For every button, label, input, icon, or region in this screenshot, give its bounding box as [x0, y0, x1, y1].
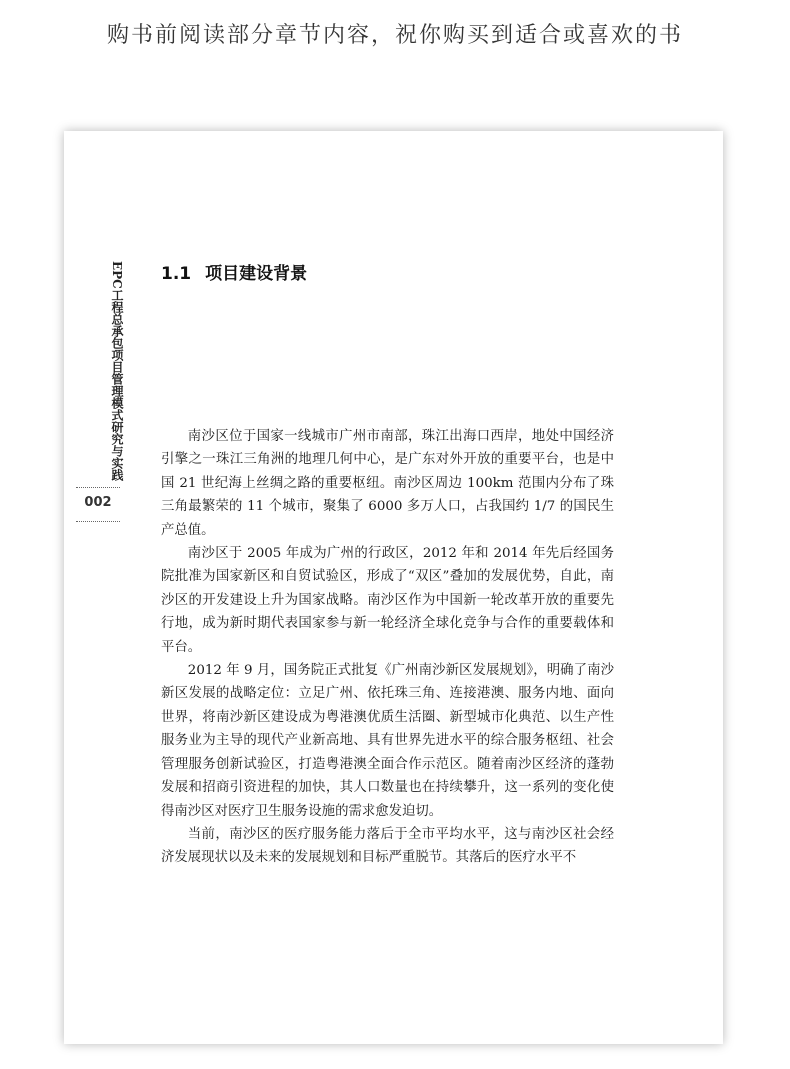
- paragraph: 当前，南沙区的医疗服务能力落后于全市平均水平，这与南沙区社会经济发展现状以及未来的发展规划和目标严重脱节。其落后的医疗水平不: [161, 826, 614, 866]
- page-number-rule-top: [76, 487, 120, 488]
- body-text: [161, 425, 614, 870]
- section-heading: [161, 259, 307, 284]
- promo-banner: 购书前阅读部分章节内容，祝你购买到适合或喜欢的书: [106, 23, 683, 48]
- page-number-rule-bottom: [76, 521, 120, 522]
- section-number: 1.1: [161, 264, 192, 284]
- paragraph: 南沙区于 2005 年成为广州的行政区，2012 年和 2014 年先后经国务院批准为国家新区和自贸试验区，形成了“双区”叠加的发展优势，自此，南沙区的开发建设上升为国家战略。南沙区作为中国新一轮改革开放的重要先行地，成为新时期代表国家参与新一轮经济全球化竞争与合作的重要载体和平台。: [161, 546, 614, 655]
- section-title: 项目建设背景: [205, 264, 308, 284]
- paragraph: 南沙区位于国家一线城市广州市南部，珠江出海口西岸，地处中国经济引擎之一珠江三角洲的地理几何中心，是广东对外开放的重要平台，也是中国 21 世纪海上丝绸之路的重要枢纽。南沙区周边 100km 范围内分布了珠三角最繁荣的 11 个城市，聚集了 6000 多万人口，占我国约 1/7 的国民生产总值。: [161, 429, 614, 538]
- book-page: [64, 131, 723, 1044]
- paragraph: 2012 年 9 月，国务院正式批复《广州南沙新区发展规划》，明确了南沙新区发展的战略定位：立足广州、依托珠三角、连接港澳、服务内地、面向世界，将南沙新区建设成为粤港澳优质生活圈、新型城市化典范、以生产性服务业为主导的现代产业新高地、具有世界先进水平的综合服务枢纽、社会管理服务创新试验区，打造粤港澳全面合作示范区。随着南沙区经济的蓬勃发展和招商引资进程的加快，其人口数量也在持续攀升，这一系列的变化使得南沙区对医疗卫生服务设施的需求愈发迫切。: [161, 663, 614, 819]
- running-head: EPC工程总承包项目管理模式研究与实践: [110, 261, 124, 481]
- page-number: 002: [84, 495, 112, 510]
